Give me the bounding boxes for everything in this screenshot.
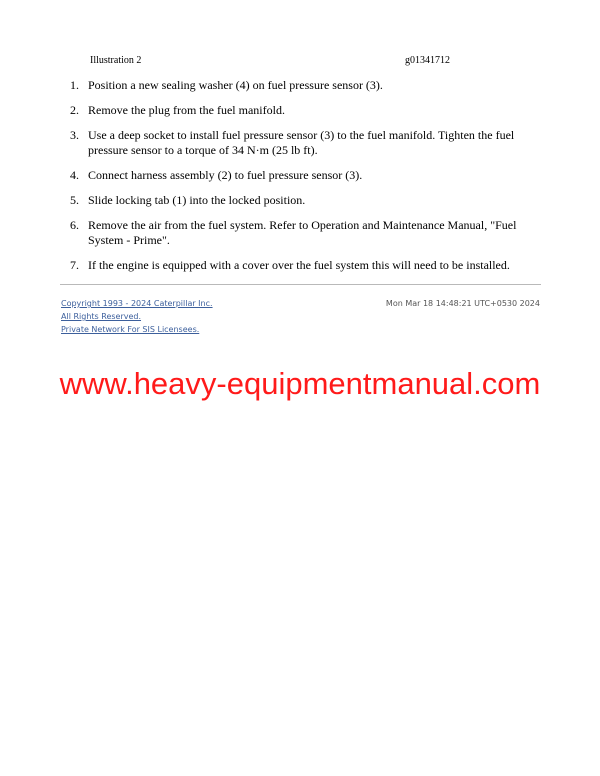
list-item xyxy=(70,193,525,208)
divider xyxy=(60,284,541,285)
copyright-link[interactable]: Copyright 1993 - 2024 Caterpillar Inc. xyxy=(61,299,213,308)
step-number: 5. xyxy=(70,193,79,207)
step-number: 7. xyxy=(70,258,79,272)
illustration-code: g01341712 xyxy=(405,55,450,66)
illustration-label: Illustration 2 xyxy=(90,55,142,66)
step-text: Remove the plug from the fuel manifold. xyxy=(88,103,285,117)
step-text: If the engine is equipped with a cover over the fuel system this will need to be installed. xyxy=(88,258,510,272)
procedure-steps xyxy=(70,78,525,283)
list-item xyxy=(70,168,525,183)
list-item xyxy=(70,128,525,158)
step-text: Connect harness assembly (2) to fuel pressure sensor (3). xyxy=(88,168,363,182)
list-item xyxy=(70,78,525,93)
step-text: Remove the air from the fuel system. Refer to Operation and Maintenance Manual, "Fuel System - Prime". xyxy=(88,218,517,247)
timestamp: Mon Mar 18 14:48:21 UTC+0530 2024 xyxy=(385,299,540,308)
step-number: 6. xyxy=(70,218,79,232)
rights-link[interactable]: All Rights Reserved. xyxy=(61,312,142,321)
list-item xyxy=(70,258,525,273)
watermark: www.heavy-equipmentmanual.com xyxy=(59,366,541,401)
step-number: 1. xyxy=(70,78,79,92)
step-text: Position a new sealing washer (4) on fuel pressure sensor (3). xyxy=(88,78,383,92)
illustration-caption xyxy=(90,55,450,69)
list-item xyxy=(70,103,525,118)
list-item xyxy=(70,218,525,248)
step-text: Slide locking tab (1) into the locked position. xyxy=(88,193,306,207)
step-text: Use a deep socket to install fuel pressure sensor (3) to the fuel manifold. Tighten the fuel pressure sensor to a torque of 34 N·m (25 lb ft). xyxy=(88,128,515,157)
step-number: 3. xyxy=(70,128,79,142)
private-network-link[interactable]: Private Network For SIS Licensees. xyxy=(61,325,200,334)
step-number: 2. xyxy=(70,103,79,117)
step-number: 4. xyxy=(70,168,79,182)
footer xyxy=(61,297,540,336)
